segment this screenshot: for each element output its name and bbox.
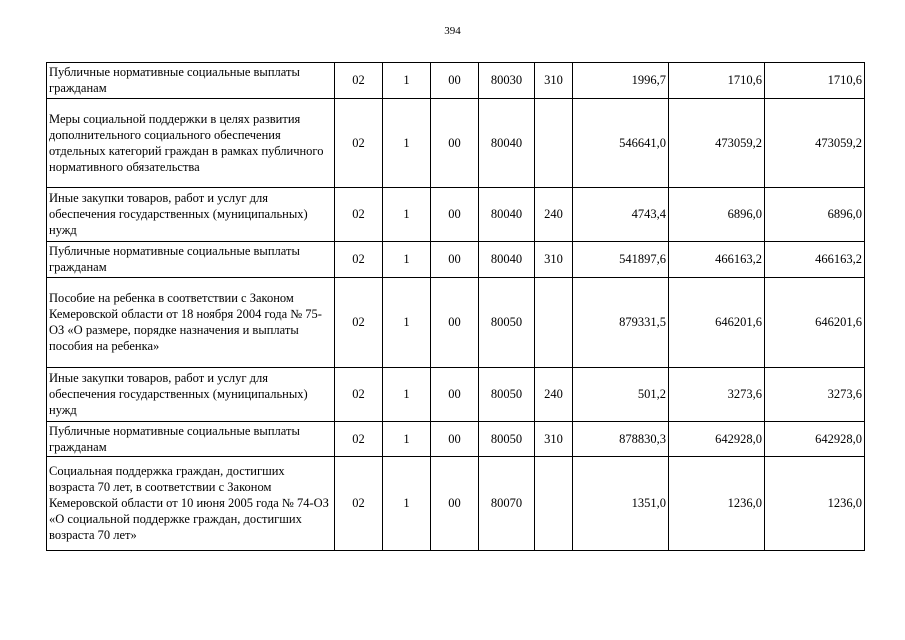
row-code-d: 80040	[479, 188, 535, 242]
row-code-c: 00	[431, 99, 479, 188]
row-name: Социальная поддержка граждан, достигших возраста 70 лет, в соответствии с Законом Кемеровской области от 10 июня 2005 года № 74-ОЗ «О социальной поддержке граждан, достигших возраста 70 лет»	[47, 457, 335, 551]
row-value-2: 1710,6	[669, 63, 765, 99]
row-code-e: 310	[535, 422, 573, 457]
row-code-e: 240	[535, 368, 573, 422]
row-value-1: 1996,7	[573, 63, 669, 99]
row-value-3: 1710,6	[765, 63, 865, 99]
row-value-3: 646201,6	[765, 278, 865, 368]
row-value-1: 546641,0	[573, 99, 669, 188]
row-code-a: 02	[335, 99, 383, 188]
row-value-1: 1351,0	[573, 457, 669, 551]
row-code-a: 02	[335, 278, 383, 368]
row-code-b: 1	[383, 422, 431, 457]
row-code-a: 02	[335, 422, 383, 457]
row-code-e: 310	[535, 242, 573, 278]
row-code-a: 02	[335, 457, 383, 551]
row-code-c: 00	[431, 278, 479, 368]
table-row	[47, 188, 865, 242]
row-code-a: 02	[335, 368, 383, 422]
row-code-b: 1	[383, 242, 431, 278]
row-name: Иные закупки товаров, работ и услуг для обеспечения государственных (муниципальных) нужд	[47, 188, 335, 242]
row-code-d: 80050	[479, 278, 535, 368]
row-value-2: 473059,2	[669, 99, 765, 188]
table-row	[47, 278, 865, 368]
row-code-d: 80050	[479, 368, 535, 422]
row-code-c: 00	[431, 63, 479, 99]
row-value-2: 6896,0	[669, 188, 765, 242]
table-row	[47, 63, 865, 99]
row-code-e: 310	[535, 63, 573, 99]
row-code-b: 1	[383, 99, 431, 188]
row-name: Пособие на ребенка в соответствии с Законом Кемеровской области от 18 ноября 2004 года № 75-ОЗ «О размере, порядке назначения и выплаты пособия на ребенка»	[47, 278, 335, 368]
row-value-1: 878830,3	[573, 422, 669, 457]
row-name: Публичные нормативные социальные выплаты гражданам	[47, 63, 335, 99]
table-row	[47, 242, 865, 278]
row-value-3: 6896,0	[765, 188, 865, 242]
row-code-d: 80030	[479, 63, 535, 99]
page-number: 394	[444, 25, 461, 37]
row-value-2: 642928,0	[669, 422, 765, 457]
row-code-a: 02	[335, 242, 383, 278]
row-value-3: 466163,2	[765, 242, 865, 278]
row-code-d: 80070	[479, 457, 535, 551]
table-row	[47, 368, 865, 422]
row-code-e	[535, 457, 573, 551]
row-code-b: 1	[383, 188, 431, 242]
row-value-2: 646201,6	[669, 278, 765, 368]
row-code-c: 00	[431, 188, 479, 242]
row-code-e: 240	[535, 188, 573, 242]
row-code-a: 02	[335, 188, 383, 242]
row-code-b: 1	[383, 368, 431, 422]
row-name: Иные закупки товаров, работ и услуг для обеспечения государственных (муниципальных) нужд	[47, 368, 335, 422]
row-code-e	[535, 278, 573, 368]
row-value-1: 541897,6	[573, 242, 669, 278]
row-name: Меры социальной поддержки в целях развития дополнительного социального обеспечения отдельных категорий граждан в рамках публичного нормативного обязательства	[47, 99, 335, 188]
row-value-2: 1236,0	[669, 457, 765, 551]
row-value-3: 3273,6	[765, 368, 865, 422]
row-value-1: 4743,4	[573, 188, 669, 242]
row-code-c: 00	[431, 422, 479, 457]
table-row	[47, 457, 865, 551]
row-code-b: 1	[383, 457, 431, 551]
row-value-3: 1236,0	[765, 457, 865, 551]
budget-table	[46, 62, 865, 551]
table-row	[47, 422, 865, 457]
row-name: Публичные нормативные социальные выплаты гражданам	[47, 242, 335, 278]
row-code-a: 02	[335, 63, 383, 99]
row-value-2: 466163,2	[669, 242, 765, 278]
row-code-b: 1	[383, 63, 431, 99]
table-row	[47, 99, 865, 188]
row-code-e	[535, 99, 573, 188]
row-code-c: 00	[431, 368, 479, 422]
row-value-1: 501,2	[573, 368, 669, 422]
row-name: Публичные нормативные социальные выплаты гражданам	[47, 422, 335, 457]
row-value-3: 642928,0	[765, 422, 865, 457]
row-code-d: 80040	[479, 242, 535, 278]
row-code-d: 80050	[479, 422, 535, 457]
row-code-c: 00	[431, 457, 479, 551]
row-code-c: 00	[431, 242, 479, 278]
row-value-3: 473059,2	[765, 99, 865, 188]
row-value-2: 3273,6	[669, 368, 765, 422]
row-code-d: 80040	[479, 99, 535, 188]
row-code-b: 1	[383, 278, 431, 368]
row-value-1: 879331,5	[573, 278, 669, 368]
